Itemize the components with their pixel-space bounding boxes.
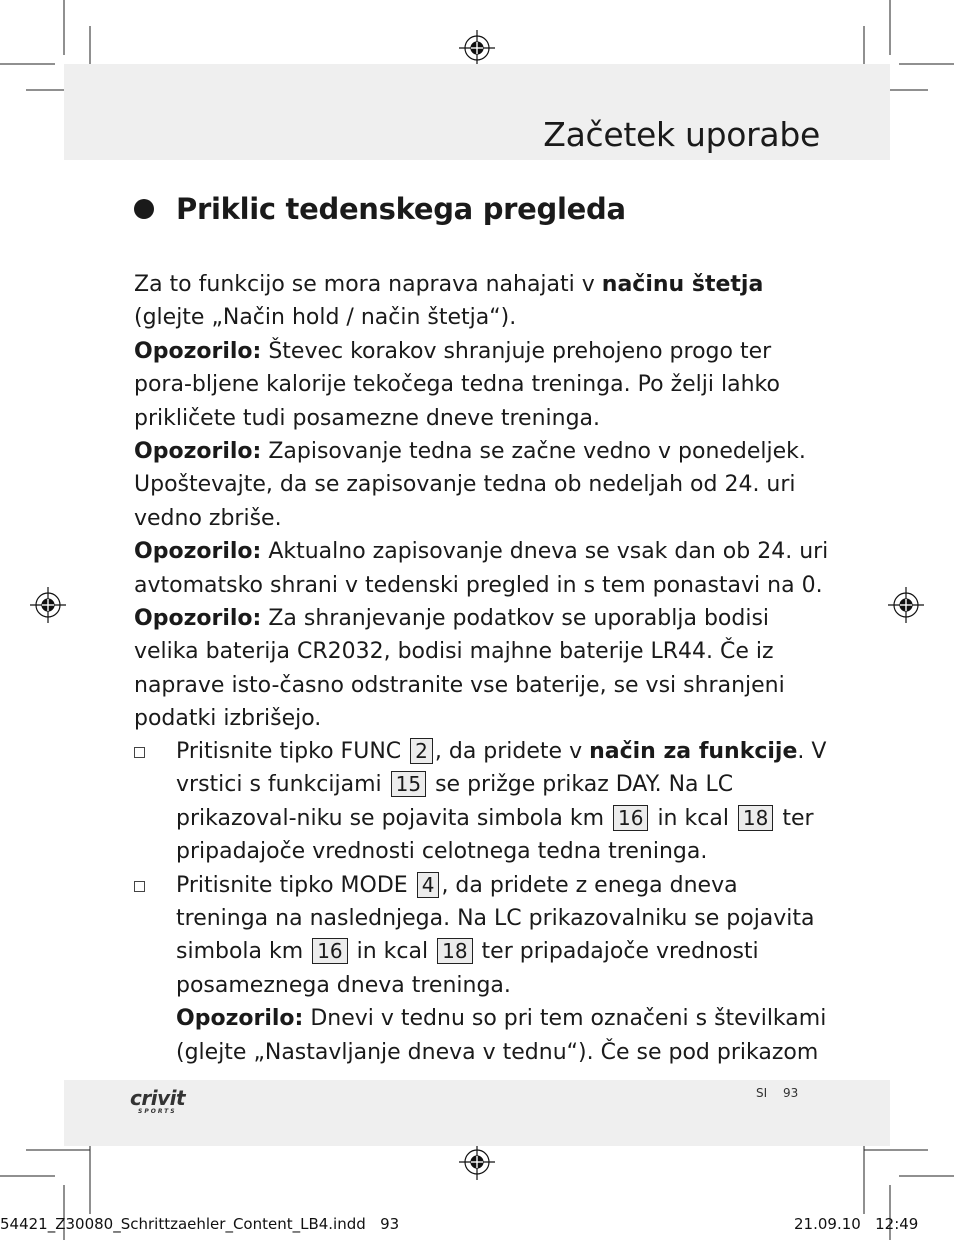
ref-number: 18	[437, 938, 472, 964]
ref-number: 18	[738, 805, 773, 831]
ref-number: 4	[417, 872, 440, 898]
ref-number: 16	[613, 805, 648, 831]
ref-number: 16	[312, 938, 347, 964]
step-note: Opozorilo: Dnevi v tednu so pri tem označeni s številkami (glejte „Nastavljanje dneva v tednu“). Če se pod prikazom	[176, 1006, 827, 1065]
body-text	[134, 268, 834, 736]
bullet-dot-icon	[134, 199, 154, 219]
list-item: Pritisnite tipko MODE 4 , da pridete z enega dneva treninga na naslednjega. Na LC prikazovalniku se pojavita simbola km 16 in kcal 18 ter pripadajoče vrednosti posameznega dneva treninga.	[134, 869, 834, 1003]
checkbox-bullet-icon	[134, 881, 145, 892]
paragraph: Opozorilo: Aktualno zapisovanje dneva se vsak dan ob 24. uri avtomatsko shrani v tedenski pregled in s tem ponastavi na 0.	[134, 539, 829, 598]
paragraph: Opozorilo: Zapisovanje tedna se začne vedno v ponedeljek. Upoštevajte, da se zapisovanje tedna ob nedeljah od 24. uri vedno zbriše.	[134, 439, 806, 531]
page-heading	[134, 192, 626, 226]
checkbox-bullet-icon	[134, 747, 145, 758]
page-language: SI	[756, 1086, 768, 1100]
list-item: Pritisnite tipko FUNC 2 , da pridete v način za funkcije. V vrstici s funkcijami 15 se prižge prikaz DAY. Na LC prikazoval-niku se pojavita simbola km 16 in kcal 18 ter pripadajoče vrednosti celotnega tedna treninga.	[134, 735, 834, 869]
paragraph: Opozorilo: Števec korakov shranjuje prehojeno progo ter pora-bljene kalorije tekočega tedna treninga. Po želji lahko prikličete tudi posamezne dneve treninga.	[134, 338, 780, 431]
paragraph: Za to funkcijo se mora naprava nahajati v načinu štetja (glejte „Način hold / način štetja“).	[134, 272, 764, 331]
ref-number: 2	[410, 738, 433, 764]
brand-logo: crivit	[130, 1086, 186, 1110]
section-title: Začetek uporabe	[543, 115, 820, 154]
ref-number: 15	[391, 771, 426, 797]
step-list	[134, 735, 834, 1069]
page-heading-text: Priklic tedenskega pregleda	[176, 192, 626, 226]
brand-logo-sub: SPORTS	[138, 1108, 177, 1115]
paragraph: Opozorilo: Za shranjevanje podatkov se uporablja bodisi velika baterija CR2032, bodisi majhne baterije LR44. Če iz naprave isto-časno odstranite vse baterije, se vsi shranjeni podatki izbrišejo.	[134, 606, 785, 732]
page-number: 93	[783, 1086, 799, 1100]
slug-date: 21.09.10 12:49	[794, 1215, 919, 1233]
slug-file: 54421_Z30080_Schrittzaehler_Content_LB4.indd 93	[0, 1215, 400, 1233]
